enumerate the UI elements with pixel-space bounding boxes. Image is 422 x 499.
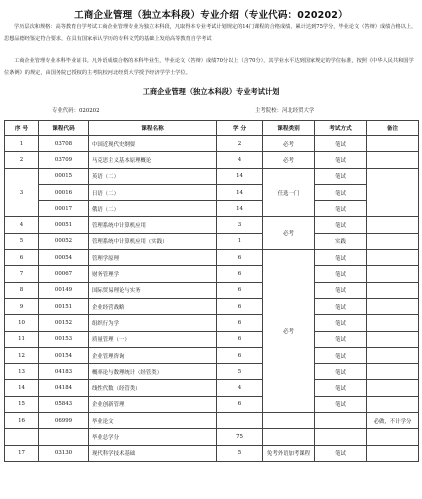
row-exam: 笔试: [315, 136, 367, 152]
table-row: [5, 184, 419, 200]
row-note: [367, 429, 419, 445]
table-row: [5, 152, 419, 168]
row-name: 毕业论文: [89, 413, 217, 429]
row-no: 7: [5, 266, 39, 282]
row-credit: 75: [217, 429, 263, 445]
row-code: 00151: [39, 298, 89, 314]
row-credit: 6: [217, 396, 263, 412]
row-no: 9: [5, 298, 39, 314]
row-code: 00149: [39, 282, 89, 298]
document-title: 工商企业管理（独立本科段）专业介绍（专业代码：020202）: [74, 10, 348, 21]
row-exam: 笔试: [315, 250, 367, 266]
row-name: 管理系统中计算机应用（实践）: [89, 233, 217, 249]
row-exam: 笔试: [315, 331, 367, 347]
col-header-note: 备注: [367, 121, 419, 136]
row-no: 4: [5, 217, 39, 233]
row-no: 15: [5, 396, 39, 412]
row-note: [367, 380, 419, 396]
row-no: 17: [5, 445, 39, 461]
row-credit: 6: [217, 347, 263, 363]
row-code: 00017: [39, 201, 89, 217]
row-name: 管理学原理: [89, 250, 217, 266]
row-name: 概率论与数理统计（经管类）: [89, 364, 217, 380]
row-code: 00015: [39, 168, 89, 184]
row-credit: 5: [217, 445, 263, 461]
row-exam: [315, 429, 367, 445]
row-code: 06999: [39, 413, 89, 429]
row-no: 5: [5, 233, 39, 249]
row-note: [367, 396, 419, 412]
row-exam: 笔试: [315, 201, 367, 217]
row-exam: 笔试: [315, 152, 367, 168]
row-type: 必考: [263, 152, 315, 168]
row-code: 05843: [39, 396, 89, 412]
col-header-type: 课程类别: [263, 121, 315, 136]
row-name: 财务管理学: [89, 266, 217, 282]
table-row: [5, 250, 419, 266]
table-row: [5, 168, 419, 184]
table-row: [5, 136, 419, 152]
row-type: [263, 429, 315, 445]
row-name: 企业管理咨询: [89, 347, 217, 363]
table-row: [5, 282, 419, 298]
row-credit: [217, 413, 263, 429]
row-credit: 1: [217, 233, 263, 249]
table-row: [5, 201, 419, 217]
row-exam: 笔试: [315, 315, 367, 331]
row-no: 1: [5, 136, 39, 152]
row-no: 13: [5, 364, 39, 380]
row-credit: 4: [217, 380, 263, 396]
table-row: [5, 298, 419, 314]
table-row: [5, 347, 419, 363]
table-row: [5, 266, 419, 282]
row-credit: 6: [217, 315, 263, 331]
row-note: [367, 445, 419, 461]
row-no: 14: [5, 380, 39, 396]
row-exam: 笔试: [315, 217, 367, 233]
intro-paragraph-1: [4, 22, 418, 45]
row-note: [367, 331, 419, 347]
row-note: [367, 152, 419, 168]
row-credit: 14: [217, 201, 263, 217]
row-type: 必考: [263, 136, 315, 152]
row-type: 必考: [263, 250, 315, 413]
row-code: 00067: [39, 266, 89, 282]
row-exam: 笔试: [315, 364, 367, 380]
row-code: 04184: [39, 380, 89, 396]
row-credit: 4: [217, 152, 263, 168]
row-code: 00052: [39, 233, 89, 249]
intro-text-2: 工商企业管理专业本科毕业证书。凡外语成绩合格的本科毕业生，毕业论文（答辩）成绩70分以上（含70分），其学业水平达到国家规定的学位标准，按照《中华人民共和国学位条例》的规定，由国务院已授权的主考院校河北经贸大学授予经济学学士学位。: [4, 58, 414, 76]
row-credit: 6: [217, 282, 263, 298]
row-exam: [315, 413, 367, 429]
row-exam: 笔试: [315, 282, 367, 298]
exam-plan-table: [4, 120, 419, 462]
row-no: 16: [5, 413, 39, 429]
row-credit: 14: [217, 168, 263, 184]
row-name: 日语（二）: [89, 184, 217, 200]
row-note: [367, 168, 419, 217]
row-name: 企业创新管理: [89, 396, 217, 412]
col-header-code: 课程代码: [39, 121, 89, 136]
table-row: [5, 380, 419, 396]
row-note: [367, 282, 419, 298]
row-code: 00152: [39, 315, 89, 331]
row-code: 03709: [39, 152, 89, 168]
row-note: [367, 298, 419, 314]
table-row: [5, 331, 419, 347]
table-row: [5, 413, 419, 429]
row-code: 00154: [39, 347, 89, 363]
row-name: 线性代数（经管类）: [89, 380, 217, 396]
row-exam: 笔试: [315, 168, 367, 184]
table-row: [5, 445, 419, 461]
row-note: [367, 250, 419, 266]
row-no: 6: [5, 250, 39, 266]
col-header-exam: 考试方式: [315, 121, 367, 136]
row-name: 英语（二）: [89, 168, 217, 184]
row-name: 马克思主义基本原理概论: [89, 152, 217, 168]
row-credit: 6: [217, 266, 263, 282]
row-name: 中国近现代史纲要: [89, 136, 217, 152]
host-school-label: 主考院校：河北经贸大学: [255, 108, 315, 114]
table-row: [5, 233, 419, 249]
col-header-name: 课程名称: [89, 121, 217, 136]
table-row: [5, 396, 419, 412]
row-name: 管理系统中计算机应用: [89, 217, 217, 233]
row-exam: 笔试: [315, 266, 367, 282]
row-note: [367, 315, 419, 331]
row-no: 12: [5, 347, 39, 363]
row-note: [367, 347, 419, 363]
row-name: 质量管理（一）: [89, 331, 217, 347]
col-header-no: 序 号: [5, 121, 39, 136]
row-no: 8: [5, 282, 39, 298]
table-row: [5, 217, 419, 233]
row-credit: 5: [217, 364, 263, 380]
row-note: [367, 364, 419, 380]
row-note: [367, 136, 419, 152]
row-no: 10: [5, 315, 39, 331]
table-row: [5, 315, 419, 331]
row-credit: 6: [217, 331, 263, 347]
plan-title: 工商企业管理（独立本科段）专业考试计划: [142, 87, 280, 96]
row-no: 3: [5, 168, 39, 217]
row-name: 企业经营战略: [89, 298, 217, 314]
table-row-total: [5, 429, 419, 445]
row-exam: 笔试: [315, 347, 367, 363]
row-note: [367, 217, 419, 233]
row-exam: 笔试: [315, 380, 367, 396]
row-credit: 6: [217, 250, 263, 266]
row-note: 必做，不计学分: [367, 413, 419, 429]
row-note: [367, 233, 419, 249]
row-no: 11: [5, 331, 39, 347]
row-exam: 笔试: [315, 396, 367, 412]
row-credit: 2: [217, 136, 263, 152]
row-code: 03130: [39, 445, 89, 461]
intro-text-1: 学历层次和规格：高等教育自学考试工商企业管理专业为独立本科段，凡取得本专业考试计划规定的14门课程的合格成绩，累计达到75学分，毕业论文（答辩）成绩合格以上，思想品德经鉴定符合要求，在具有国家承认学历的专科文凭的基础上发给高等教育自学考试: [4, 24, 417, 42]
row-name: 现代科学技术基础: [89, 445, 217, 461]
row-code: 04183: [39, 364, 89, 380]
row-code: 00153: [39, 331, 89, 347]
col-header-credit: 学 分: [217, 121, 263, 136]
row-code: [39, 429, 89, 445]
row-credit: 14: [217, 184, 263, 200]
row-exam: 笔试: [315, 184, 367, 200]
row-name: 俄语（二）: [89, 201, 217, 217]
row-exam: 笔试: [315, 445, 367, 461]
row-code: 03708: [39, 136, 89, 152]
row-name: 组织行为学: [89, 315, 217, 331]
row-credit: 6: [217, 298, 263, 314]
major-code-label: 专业代码：020202: [52, 108, 100, 114]
row-credit: 3: [217, 217, 263, 233]
row-code: 00054: [39, 250, 89, 266]
table-row: [5, 364, 419, 380]
row-no: [5, 429, 39, 445]
row-exam: 实践: [315, 233, 367, 249]
row-note: [367, 266, 419, 282]
row-type: [263, 413, 315, 429]
row-type: 任选一门: [263, 168, 315, 217]
intro-paragraph-2: [4, 56, 418, 79]
row-exam: 笔试: [315, 298, 367, 314]
row-code: 00016: [39, 184, 89, 200]
row-type: 免考外语加考课程: [263, 445, 315, 461]
table-header-row: [5, 121, 419, 136]
row-code: 00051: [39, 217, 89, 233]
row-name: 毕业总学分: [89, 429, 217, 445]
row-name: 国际贸易理论与实务: [89, 282, 217, 298]
row-type: 必考: [263, 217, 315, 250]
row-no: 2: [5, 152, 39, 168]
